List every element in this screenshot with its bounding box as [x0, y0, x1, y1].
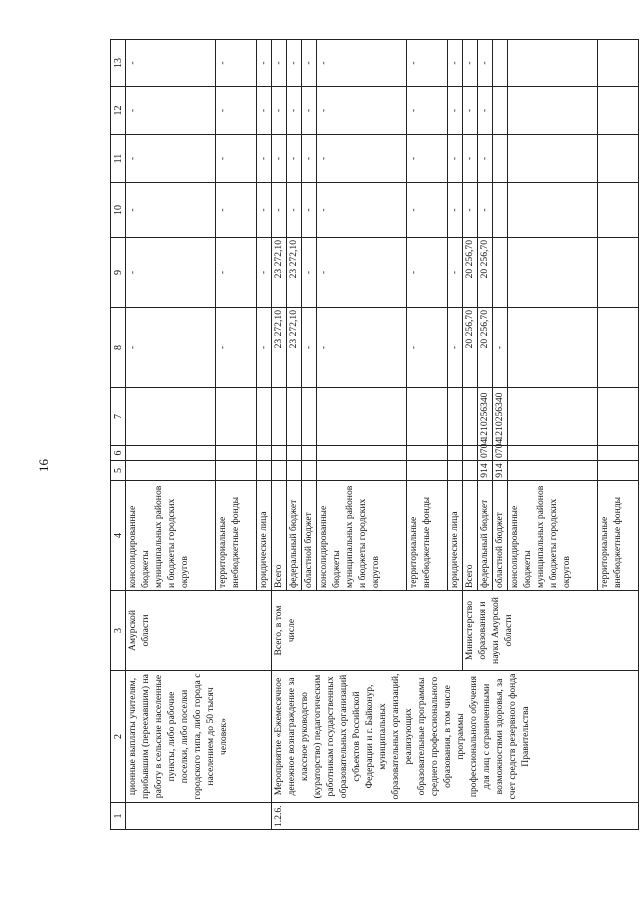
value-cell: 20 256,70	[463, 238, 478, 308]
cell	[508, 461, 598, 481]
row-number: 1.2.6.	[272, 803, 639, 830]
cell	[302, 446, 317, 461]
value-cell: 23 272,10	[287, 308, 302, 388]
funding-source: юридические лица	[257, 481, 272, 591]
value-cell: -	[478, 40, 493, 87]
value-cell: -	[126, 135, 216, 183]
code-cell: 0704	[493, 446, 508, 461]
value-cell: -	[407, 308, 448, 388]
cell	[598, 446, 639, 461]
header-cell: 6	[111, 446, 126, 461]
value-cell: -	[302, 308, 317, 388]
code-cell: 0704	[478, 446, 493, 461]
value-cell: -	[448, 238, 463, 308]
header-cell: 10	[111, 183, 126, 238]
value-cell: -	[317, 40, 407, 87]
value-cell: -	[126, 308, 216, 388]
value-cell: -	[272, 135, 287, 183]
cell	[216, 388, 257, 446]
funding-source: областной бюджет	[302, 481, 317, 591]
value-cell: -	[257, 87, 272, 135]
cell	[287, 388, 302, 446]
value-cell: -	[257, 40, 272, 87]
value-cell: -	[317, 135, 407, 183]
cell	[598, 461, 639, 481]
code-cell: 1210256340	[478, 388, 493, 446]
value-cell: -	[407, 238, 448, 308]
cell	[598, 388, 639, 446]
value-cell: -	[407, 40, 448, 87]
table-row	[126, 40, 216, 830]
funding-source: территориальные внебюджетные фонды	[598, 481, 639, 591]
executor: Амурской области	[126, 591, 272, 671]
value-cell: -	[257, 238, 272, 308]
value-cell: -	[317, 308, 407, 388]
value-cell: -	[216, 308, 257, 388]
value-cell: -	[448, 183, 463, 238]
funding-source: федеральный бюджет	[478, 481, 493, 591]
activity-description: ционные выплаты учителям, прибывшим (переехавшим) на работу в сельские населенные пункты, либо рабочие поселки, либо поселки городского типа, либо города с населением до 50 тысяч человек»	[126, 671, 272, 803]
value-cell	[493, 87, 508, 135]
value-cell: -	[478, 183, 493, 238]
cell	[598, 87, 639, 135]
cell	[126, 446, 216, 461]
value-cell: -	[302, 183, 317, 238]
activity-description: Мероприятие «Ежемесячное денежное вознаграждение за классное руководство (кураторство) педагогическим работникам государственных образовательных организаций субъектов Российской Федерации и г. Байконур, муниципальных образовательных организаций, реализующих образовательные программы среднего профессионального образования, в том числе программы профессионального обучения для лиц с ограниченными возможностями здоровья, за счет средств резервного фонда Правительства	[272, 671, 639, 803]
header-cell: 9	[111, 238, 126, 308]
funding-source: юридические лица	[448, 481, 463, 591]
value-cell: -	[216, 87, 257, 135]
cell	[216, 461, 257, 481]
header-row	[111, 40, 126, 830]
value-cell	[493, 135, 508, 183]
cell	[598, 40, 639, 87]
rotated-page	[110, 40, 630, 830]
cell	[407, 388, 448, 446]
value-cell: -	[478, 135, 493, 183]
funding-source: территориальные внебюджетные фонды	[407, 481, 448, 591]
value-cell: -	[407, 183, 448, 238]
value-cell: -	[317, 87, 407, 135]
value-cell: -	[463, 135, 478, 183]
cell	[257, 461, 272, 481]
value-cell: -	[478, 87, 493, 135]
cell	[598, 135, 639, 183]
cell	[257, 446, 272, 461]
value-cell: -	[407, 135, 448, 183]
value-cell: -	[317, 238, 407, 308]
executor: Министерство образования и науки Амурской области	[463, 591, 639, 671]
funding-source: Всего	[272, 481, 287, 591]
value-cell: -	[257, 135, 272, 183]
funding-source: территориальные внебюджетные фонды	[216, 481, 257, 591]
value-cell: -	[126, 183, 216, 238]
value-cell: -	[448, 308, 463, 388]
value-cell	[493, 183, 508, 238]
funding-source: консолидированные бюджеты муниципальных районов и бюджеты городских округов	[126, 481, 216, 591]
header-cell: 3	[111, 591, 126, 671]
value-cell: 23 272,10	[272, 238, 287, 308]
value-cell	[493, 238, 508, 308]
value-cell: -	[302, 40, 317, 87]
value-cell: -	[493, 308, 508, 388]
header-cell: 8	[111, 308, 126, 388]
cell	[317, 461, 407, 481]
cell	[317, 446, 407, 461]
header-cell: 12	[111, 87, 126, 135]
cell	[508, 388, 598, 446]
value-cell: -	[287, 40, 302, 87]
value-cell: -	[302, 238, 317, 308]
value-cell: -	[287, 183, 302, 238]
header-cell: 13	[111, 40, 126, 87]
cell	[287, 446, 302, 461]
cell	[508, 238, 598, 308]
cell	[287, 461, 302, 481]
header-cell: 11	[111, 135, 126, 183]
cell	[126, 461, 216, 481]
code-cell: 914	[493, 461, 508, 481]
funding-source: областной бюджет	[493, 481, 508, 591]
row-number	[126, 803, 272, 830]
executor: Всего, в том числе	[272, 591, 463, 671]
header-cell: 7	[111, 388, 126, 446]
cell	[272, 461, 287, 481]
value-cell	[493, 40, 508, 87]
value-cell: 23 272,10	[272, 308, 287, 388]
value-cell: -	[287, 135, 302, 183]
code-cell: 914	[478, 461, 493, 481]
funding-source: федеральный бюджет	[287, 481, 302, 591]
value-cell: -	[272, 40, 287, 87]
table-row	[272, 40, 287, 830]
code-cell: 1210256340	[493, 388, 508, 446]
cell	[463, 388, 478, 446]
cell	[508, 87, 598, 135]
value-cell: -	[317, 183, 407, 238]
cell	[508, 446, 598, 461]
cell	[302, 461, 317, 481]
cell	[508, 40, 598, 87]
cell	[508, 308, 598, 388]
value-cell: -	[126, 40, 216, 87]
value-cell: -	[463, 40, 478, 87]
header-cell: 1	[111, 803, 126, 830]
value-cell: -	[448, 40, 463, 87]
value-cell: -	[216, 135, 257, 183]
value-cell: -	[126, 87, 216, 135]
cell	[407, 461, 448, 481]
funding-source: консолидированные бюджеты муниципальных районов и бюджеты городских округов	[317, 481, 407, 591]
cell	[448, 388, 463, 446]
funding-source: Всего	[463, 481, 478, 591]
cell	[317, 388, 407, 446]
value-cell: -	[216, 238, 257, 308]
value-cell: 20 256,70	[478, 308, 493, 388]
value-cell: -	[216, 183, 257, 238]
cell	[598, 308, 639, 388]
cell	[272, 446, 287, 461]
value-cell: -	[448, 135, 463, 183]
header-cell: 5	[111, 461, 126, 481]
cell	[302, 388, 317, 446]
value-cell: -	[302, 135, 317, 183]
value-cell: -	[407, 87, 448, 135]
cell	[463, 446, 478, 461]
value-cell: 20 256,70	[478, 238, 493, 308]
cell	[126, 388, 216, 446]
cell	[407, 446, 448, 461]
value-cell: -	[448, 87, 463, 135]
cell	[463, 461, 478, 481]
value-cell: -	[216, 40, 257, 87]
cell	[216, 446, 257, 461]
cell	[257, 388, 272, 446]
value-cell: -	[272, 87, 287, 135]
budget-table	[110, 39, 639, 830]
cell	[448, 461, 463, 481]
cell	[508, 135, 598, 183]
funding-source: консолидированные бюджеты муниципальных районов и бюджеты городских округов	[508, 481, 598, 591]
cell	[598, 183, 639, 238]
value-cell: -	[287, 87, 302, 135]
page-number: 16	[36, 459, 51, 472]
cell	[598, 238, 639, 308]
value-cell: -	[126, 238, 216, 308]
value-cell: -	[257, 183, 272, 238]
value-cell: 23 272,10	[287, 238, 302, 308]
value-cell: -	[302, 87, 317, 135]
value-cell: 20 256,70	[463, 308, 478, 388]
header-cell: 4	[111, 481, 126, 591]
value-cell: -	[272, 183, 287, 238]
cell	[508, 183, 598, 238]
header-cell: 2	[111, 671, 126, 803]
cell	[272, 388, 287, 446]
value-cell: -	[463, 87, 478, 135]
value-cell: -	[257, 308, 272, 388]
value-cell: -	[463, 183, 478, 238]
cell	[448, 446, 463, 461]
